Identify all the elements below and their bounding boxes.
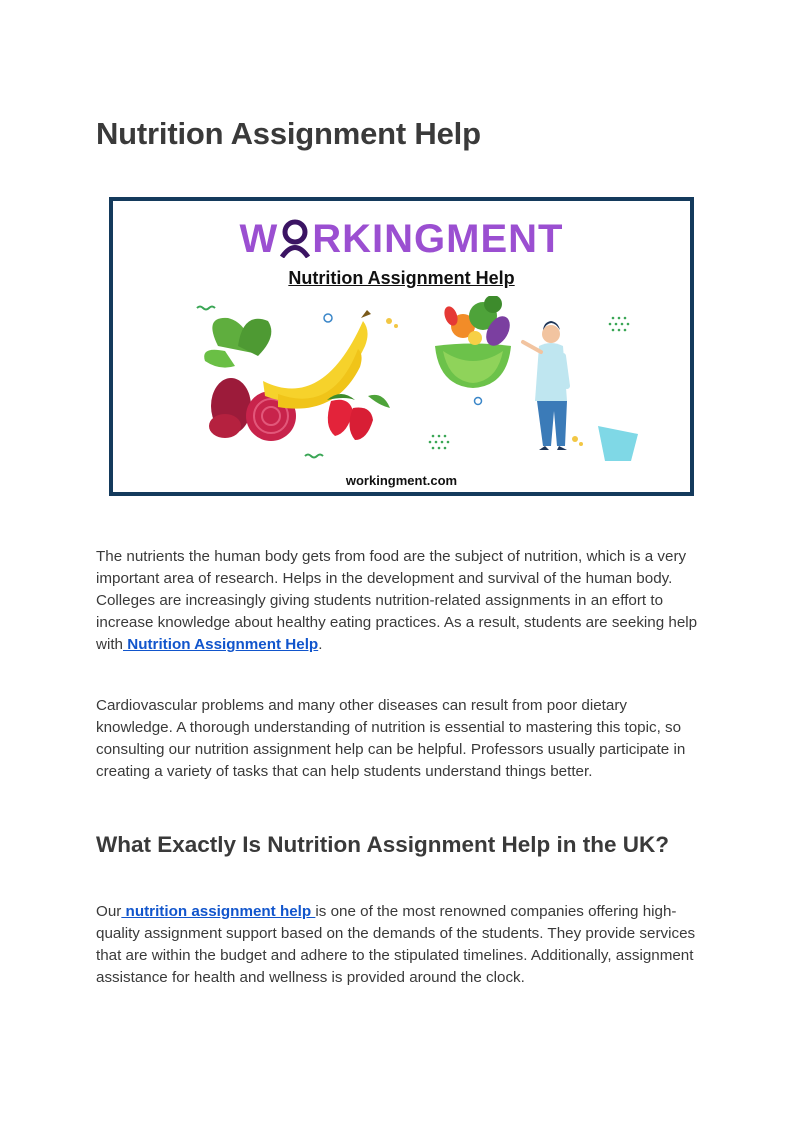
banner-subtitle: Nutrition Assignment Help [288, 268, 515, 288]
paragraph-intro [96, 546, 700, 656]
brand-logo: W RKINGMENT [239, 217, 564, 261]
paragraph-diseases: Cardiovascular problems and many other diseases can result from poor dietary knowledge. A thorough understanding of nutrition is essential to mastering this topic, so consulting our nutrition assignment help can be helpful. Professors usually participate in creating a variety of tasks that can help students understand things better. [96, 697, 686, 780]
banner-image [109, 197, 694, 496]
paragraph-intro-text: The nutrients the human body gets from food are the subject of nutrition, which is a very important area of research. Helps in the development and survival of the human body. Colleges are increasingly giving students nutrition-related assignments in an effort to increase knowledge about healthy eating practices. As a result, students are seeking help with [96, 548, 698, 653]
person-o-icon [278, 218, 312, 258]
section-heading: What Exactly Is Nutrition Assignment Help in the UK? [96, 832, 669, 857]
nutrition-assignment-help-link[interactable]: Nutrition Assignment Help [123, 636, 319, 653]
nutrition-assignment-help-inline-link[interactable]: nutrition assignment help [121, 903, 316, 920]
banner-url: workingment.com [345, 473, 458, 488]
paragraph-intro-end: . [318, 636, 323, 653]
paragraph-services [96, 901, 700, 989]
paragraph-services-text: is one of the most renowned companies offering high-quality assignment support based on the demands of the students. They provide services that are within the budget and adhere to the stipulated timelines. Additionally, assignment assistance for health and wellness is provided around the clock. [96, 903, 696, 986]
paragraph-services-start: Our [96, 903, 122, 920]
page-title: Nutrition Assignment Help [96, 116, 481, 151]
nutrition-illustration [113, 296, 690, 466]
